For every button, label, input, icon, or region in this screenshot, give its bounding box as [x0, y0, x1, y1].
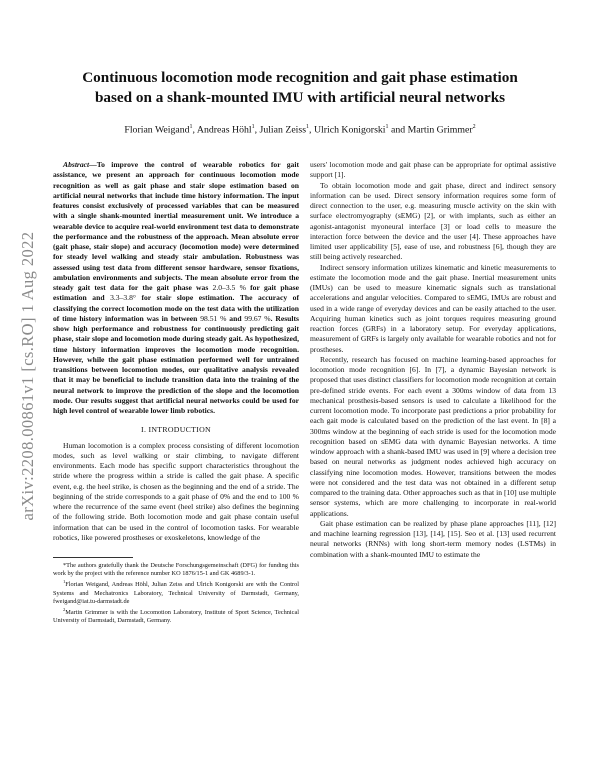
abstract-dash: — [89, 160, 97, 169]
abstract-text: and [226, 313, 245, 323]
abstract-text: To improve the control of wearable robotics for gait assistance, we present an approach for continuous locomotion mode recognition as well as gait phase and stair slope estimation based on artificial neural networks that include time history information. The input features consist exclusively of processed variables that can be measured with a single shank-mounted inertial measurement unit. We introduce a wearable device to acquire real-world environment test data to demonstrate the performance and the robustness of the approach. Mean absolute error (gait phase, stair slope) and accuracy (locomotion mode) were determined for steady level walking and steady stair ambulation. Robustness was assessed using test data from different sensor hardware, sensor fixations, ambulation environments and subjects. The mean absolute error from the steady gait test data for the gait phase was [53, 160, 299, 292]
author-affiliation: 1 [385, 124, 389, 130]
author-name: Andreas Höhl [196, 124, 252, 136]
footnote-funding: *The authors gratefully thank the Deutsche Forschungsgemeinschaft (DFG) for funding this work by the project with the reference number KO 1876/15-1 and GK 4689/3-1. [53, 562, 299, 578]
arxiv-id: arXiv:2208.00861v1 [cs.RO] 1 Aug 2022 [18, 231, 37, 521]
author-name: Martin Grimmer [407, 124, 473, 136]
body-paragraph: users' locomotion mode and gait phase can be appropriate for optimal assistive support [1]. [310, 160, 556, 180]
abstract-value: 99.67 % [244, 313, 271, 323]
author-affiliation: 1 [189, 124, 193, 130]
abstract-label: Abstract [63, 160, 90, 169]
title-line-2: based on a shank-mounted IMU with artificial neural networks [94, 89, 506, 106]
author-list: Florian Weigand$^1$, Andreas Höhl$^1$, Julian Zeiss$^1$, Ulrich Konigorski$^1$ and Martin Grimmer$^2$ [124, 124, 476, 136]
body-paragraph: Recently, research has focused on machine learning-based approaches for locomotion mode recognition [6]. In [7], a dynamic Bayesian network is proposed that uses distinct classifiers for locomotion mode recognition at certain pre-defined stride events. For each event a 300ms window of data from 13 mechanical prosthesis-based sensors is used to calculate a likelihood for the current locomotion mode. To incorporate past predictions a prior probability for each gait mode is calculated based on the prediction of the last event. In [8] a 300ms window at the beginning of each stride is used for the locomotion mode recognition based on sEMG data with dynamic Bayesian networks. A time window approach with a shank-based IMU was used in [9] where a decision tree based on neural networks as judgment nodes achieved high accuracy on classifying nine locomotion modes. However, transitions between the modes were not considered and the test data was not obtained in a different setup compared to the training data. Other approaches such as that in [10] use multiple sensor systems, which are more challenging to incorporate in real-world applications. [310, 354, 556, 518]
footnote-affiliation-1 [53, 578, 299, 606]
footnote-text: Martin Grimmer is with the Locomotion Laboratory, Institute of Sport Science, Technical University of Darmstadt, Darmstadt, Germany. [53, 609, 299, 625]
body-paragraph: To obtain locomotion mode and gait phase, direct and indirect sensory information can be used. Direct sensory information requires some form of direct connection to the user, e.g. measuring muscle activity on the skin with surface electromyography (sEMG) [2], or with implants, such as either an agonist-antagonist myoneural interface [3] or load cells to measure the interaction force between the device and the user [4]. These approaches have limited user applicability [5], ease of use, and robustness [6], though they are still being actively researched. [310, 180, 556, 262]
footnote-marker: 2 [63, 607, 66, 613]
author-name: Florian Weigand [124, 124, 190, 136]
author-name: Julian Zeiss [259, 124, 307, 136]
author-name: Ulrich Konigorski [313, 124, 386, 136]
body-paragraph: Indirect sensory information utilizes kinematic and kinetic measurements to estimate the locomotion mode and the gait phase. Inertial measurement units (IMUs) can be used to measure kinematic signals such as translational accelerations and angular velocities. Compared to sEMG, IMUs are robust and used in a wide range of everyday devices and can be easily attached to the user. Acquiring human kinetics such as joint torques requires measuring ground reaction forces (GRFs) in a laboratory setup. For everyday applications, measurement of GRFs is largely only available for wearable robotics and not for prostheses. [310, 262, 556, 354]
author-affiliation: 1 [251, 124, 255, 130]
abstract-text: . Results show high performance and robustness for continuously predicting gait phase, stair slope and locomotion mode during steady gait. As hypothesized, time history information improves the locomotion mode recognition. However, while the gait phase estimation performed well for untrained transitions between locomotion modes, our qualitative analysis revealed that it may be beneficial to include transition data into the training of the neural network to improve the prediction of the slope and the locomotion mode. Our results suggest that artificial neural networks could be used for high level control of wearable lower limb robotics. [53, 313, 299, 415]
section-heading-introduction: I. INTRODUCTION [141, 425, 211, 435]
footnote-marker: 1 [63, 579, 66, 585]
author-affiliation: 2 [472, 124, 476, 130]
abstract-value: 3.3–3.8° [110, 293, 136, 303]
abstract-value: 98.51 % [200, 313, 227, 323]
authors-and: and [388, 124, 408, 136]
arxiv-sidebar-stamp [8, 196, 48, 556]
author-affiliation: 1 [306, 124, 310, 130]
footnote-text: Florian Weigand, Andreas Höhl, Julian Zeiss and Ulrich Konigorski are with the Control Systems and Mechatronics Laboratory, Technical University of Darmstadt, Germany, fweigand@iat.tu-darmstadt.de [53, 581, 299, 605]
intro-paragraph: Human locomotion is a complex process consisting of different locomotion modes, such as level walking or stair climbing, to navigate different environments. Each mode has specific support characteristics throughout the stride where the progress within a stride is called the gait phase. A specific event, e.g. the heel strike, is chosen as the beginning and the end of a stride. The beginning of the stride corresponds to a gait phase of 0% and the end to 100 % where the recurrence of the same event (heel strike) also defines the beginning of the following stride. Both locomotion mode and gait phase contain useful information that can be used in the control of locomotion tasks. For wearable robotics, like powered prostheses or exoskeletons, knowledge of the [53, 440, 299, 542]
footnote-affiliation-2 [53, 606, 299, 626]
left-column [53, 160, 299, 626]
paper-title [60, 68, 540, 108]
abstract-text: for stair slope estimation. The accuracy of classifying the correct locomotion mode on the test data with the utilization of time history information was in between [53, 293, 299, 323]
abstract-value: 2.0–3.5 % [212, 283, 246, 292]
body-paragraph: Gait phase estimation can be realized by phase plane approaches [11], [12] and machine learning regression [13], [14], [15]. Seo et al. [13] used recurrent neural networks (RNNs) with long short-term memory nodes (LSTMs) in combination with a shank-mounted IMU to estimate the [310, 518, 556, 559]
right-column [310, 160, 556, 560]
abstract-text: for gait phase estimation and [53, 283, 299, 303]
footnote-divider [53, 557, 133, 558]
title-line-1: Continuous locomotion mode recognition and gait phase estimation [82, 69, 518, 86]
abstract [53, 160, 299, 416]
